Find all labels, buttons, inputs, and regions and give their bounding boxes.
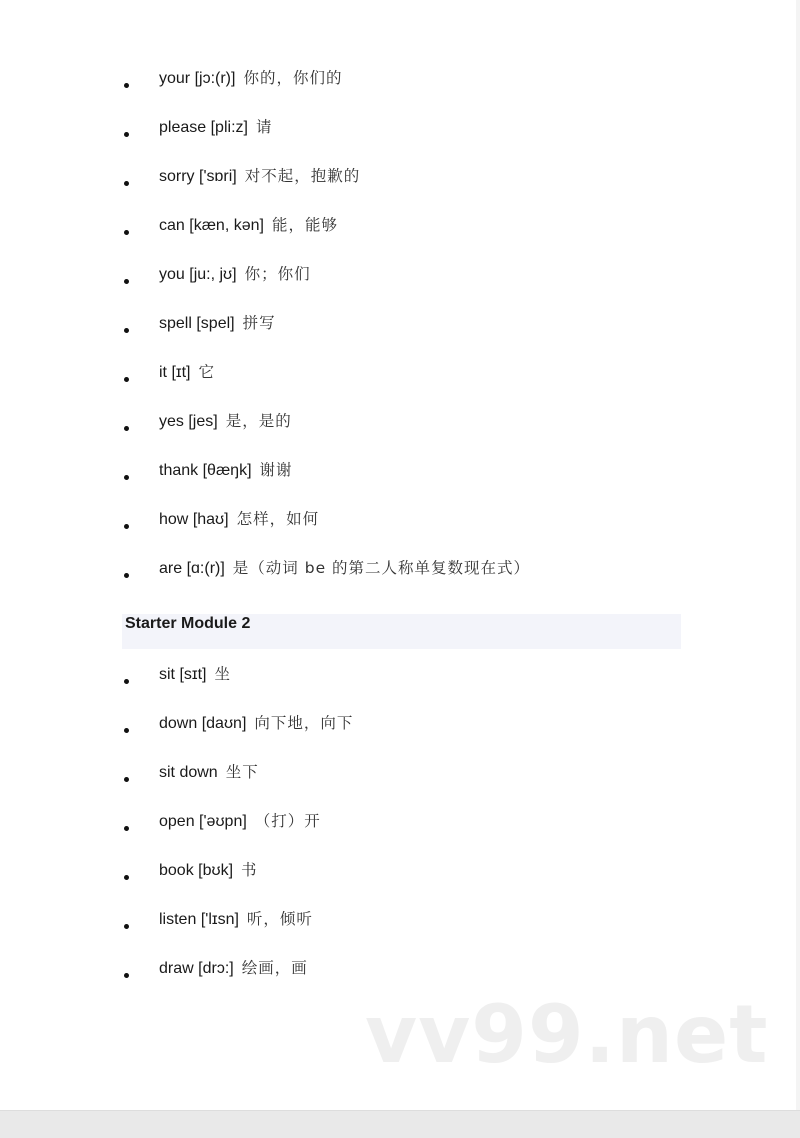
page-bottom-bar bbox=[0, 1110, 800, 1138]
phonetic: [jɔ:(r)] bbox=[194, 70, 236, 87]
word: it bbox=[159, 364, 167, 381]
section-title: Starter Module 2 bbox=[125, 615, 251, 632]
bullet-icon bbox=[124, 924, 129, 929]
word: sit down bbox=[159, 764, 218, 781]
phonetic: ['lɪsn] bbox=[200, 911, 239, 928]
word: can bbox=[159, 217, 185, 234]
vocabulary-list bbox=[0, 58, 800, 597]
list-item bbox=[0, 450, 800, 499]
bullet-icon bbox=[124, 475, 129, 480]
meaning: 坐 bbox=[214, 665, 231, 683]
meaning: 能，能够 bbox=[271, 216, 338, 234]
bullet-icon bbox=[124, 426, 129, 431]
bullet-icon bbox=[124, 279, 129, 284]
phonetic: [θæŋk] bbox=[202, 462, 252, 479]
meaning: 怎样，如何 bbox=[236, 510, 320, 528]
vocabulary-list bbox=[0, 654, 800, 997]
bullet-icon bbox=[124, 328, 129, 333]
meaning: 请 bbox=[255, 118, 273, 136]
list-item bbox=[0, 850, 800, 899]
meaning: 你；你们 bbox=[244, 265, 311, 283]
meaning: 你的，你们的 bbox=[243, 69, 343, 87]
phonetic: [drɔ:] bbox=[198, 960, 234, 977]
list-item bbox=[0, 548, 800, 597]
watermark: vv99.net bbox=[365, 988, 769, 1081]
word: you bbox=[159, 266, 185, 283]
list-item bbox=[0, 703, 800, 752]
bullet-icon bbox=[124, 83, 129, 88]
phonetic: [pli:z] bbox=[210, 119, 248, 136]
list-item bbox=[0, 401, 800, 450]
bullet-icon bbox=[124, 132, 129, 137]
bullet-icon bbox=[124, 973, 129, 978]
meaning: 它 bbox=[198, 363, 215, 381]
word: spell bbox=[159, 315, 192, 332]
list-item bbox=[0, 499, 800, 548]
phonetic: [spel] bbox=[196, 315, 235, 332]
bullet-icon bbox=[124, 573, 129, 578]
word: draw bbox=[159, 960, 194, 977]
page-edge bbox=[796, 0, 800, 1110]
word: please bbox=[159, 119, 207, 136]
word: your bbox=[159, 70, 191, 87]
meaning: 坐下 bbox=[225, 763, 259, 781]
list-item bbox=[0, 254, 800, 303]
bullet-icon bbox=[124, 728, 129, 733]
phonetic: [sɪt] bbox=[179, 666, 207, 683]
list-item bbox=[0, 205, 800, 254]
meaning: 对不起，抱歉的 bbox=[244, 167, 361, 185]
bullet-icon bbox=[124, 377, 129, 382]
meaning: 书 bbox=[241, 861, 258, 879]
list-item bbox=[0, 352, 800, 401]
meaning: 拼写 bbox=[242, 314, 276, 332]
word: yes bbox=[159, 413, 184, 430]
meaning: 是（动词 be 的第二人称单复数现在式） bbox=[232, 559, 531, 577]
word: listen bbox=[159, 911, 197, 928]
meaning: 是，是的 bbox=[225, 412, 292, 430]
word: sit bbox=[159, 666, 175, 683]
list-item bbox=[0, 156, 800, 205]
word: sorry bbox=[159, 168, 195, 185]
meaning: 听，倾听 bbox=[246, 910, 313, 928]
phonetic: [bʊk] bbox=[198, 862, 234, 879]
phonetic: ['sɒri] bbox=[199, 168, 237, 185]
bullet-icon bbox=[124, 230, 129, 235]
word: are bbox=[159, 560, 183, 577]
phonetic: [ɪt] bbox=[171, 364, 191, 381]
phonetic: [daʊn] bbox=[201, 715, 247, 732]
bullet-icon bbox=[124, 181, 129, 186]
word: open bbox=[159, 813, 195, 830]
list-item bbox=[0, 654, 800, 703]
bullet-icon bbox=[124, 524, 129, 529]
meaning: （打）开 bbox=[254, 812, 321, 830]
word: thank bbox=[159, 462, 199, 479]
word: book bbox=[159, 862, 194, 879]
phonetic: [jes] bbox=[188, 413, 218, 430]
list-item bbox=[0, 752, 800, 801]
word: how bbox=[159, 511, 189, 528]
list-item bbox=[0, 107, 800, 156]
list-item bbox=[0, 303, 800, 352]
list-item bbox=[0, 801, 800, 850]
bullet-icon bbox=[124, 875, 129, 880]
phonetic: [haʊ] bbox=[192, 511, 229, 528]
bullet-icon bbox=[124, 679, 129, 684]
phonetic: ['əʊpn] bbox=[199, 813, 247, 830]
list-item bbox=[0, 58, 800, 107]
word: down bbox=[159, 715, 198, 732]
meaning: 绘画，画 bbox=[241, 959, 308, 977]
phonetic: [kæn, kən] bbox=[189, 217, 264, 234]
phonetic: [ɑ:(r)] bbox=[186, 560, 225, 577]
bullet-icon bbox=[124, 777, 129, 782]
meaning: 谢谢 bbox=[259, 461, 293, 479]
list-item bbox=[0, 899, 800, 948]
phonetic: [ju:, jʊ] bbox=[189, 266, 237, 283]
meaning: 向下地，向下 bbox=[254, 714, 354, 732]
bullet-icon bbox=[124, 826, 129, 831]
section-heading bbox=[122, 614, 681, 649]
